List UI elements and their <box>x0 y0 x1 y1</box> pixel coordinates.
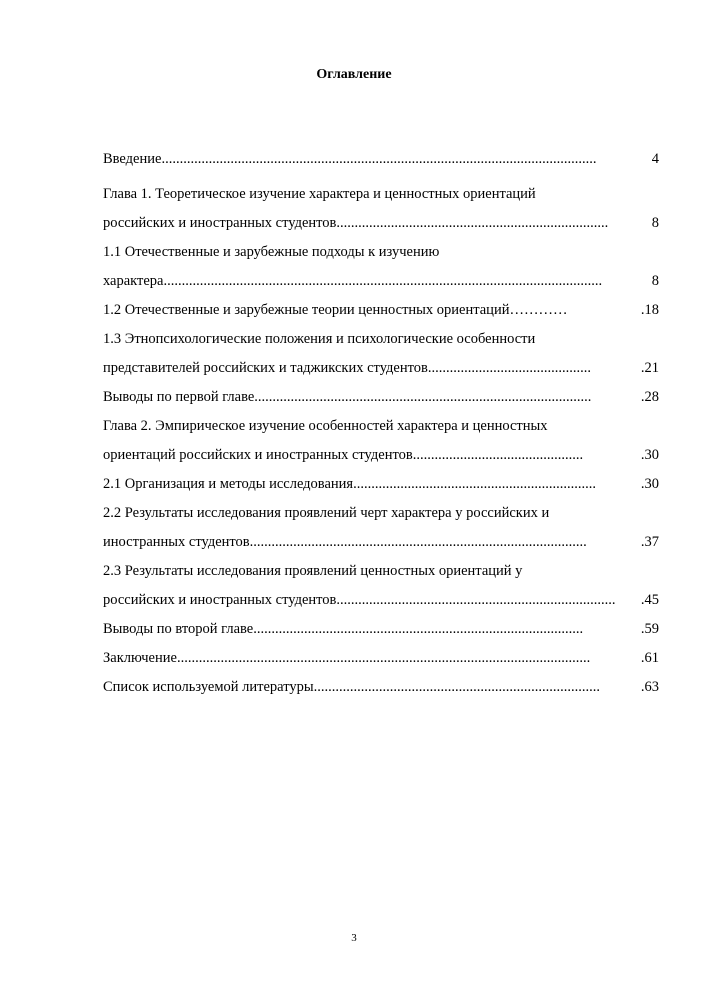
toc-entries <box>103 145 659 702</box>
toc-entry-page: .30 <box>640 476 659 492</box>
toc-entry-page: 8 <box>651 215 659 231</box>
toc-entry-leader-line <box>103 383 659 412</box>
toc-entry-text: ориентаций российских и иностранных студентов <box>103 447 413 463</box>
toc-entry-text: российских и иностранных студентов <box>103 592 337 608</box>
toc-entry-page: .21 <box>640 360 659 376</box>
toc-dot-leader: ........................................................................................... <box>253 621 584 637</box>
toc-entry-leader-line <box>103 586 659 615</box>
toc-dot-leader: ............................................. <box>427 360 591 376</box>
toc-entry[interactable] <box>103 325 659 383</box>
toc-entry-text: представителей российских и таджикских студентов <box>103 360 428 376</box>
toc-entry[interactable] <box>103 470 659 499</box>
toc-entry-text: Заключение <box>103 650 177 666</box>
toc-entry-line: Глава 1. Теоретическое изучение характера и ценностных ориентаций <box>103 186 536 202</box>
toc-entry-text: Выводы по второй главе <box>103 621 254 637</box>
toc-entry-page: .30 <box>640 447 659 463</box>
toc-dot-leader: ………… <box>509 302 568 318</box>
toc-entry-page: 4 <box>651 151 659 167</box>
toc-entry-leader-line <box>103 354 659 383</box>
toc-entry-line: 1.1 Отечественные и зарубежные подходы к изучению <box>103 244 440 260</box>
toc-entry-leader-line <box>103 644 659 673</box>
toc-entry-line: 2.3 Результаты исследования проявлений ценностных ориентаций у <box>103 563 523 579</box>
toc-title: Оглавление <box>316 67 392 82</box>
toc-entry[interactable] <box>103 673 659 702</box>
toc-entry-page: .37 <box>640 534 659 550</box>
toc-entry-page: .45 <box>640 592 659 608</box>
toc-entry-line: 1.3 Этнопсихологические положения и психологические особенности <box>103 331 536 347</box>
toc-entry[interactable] <box>103 145 659 174</box>
toc-dot-leader: ................................................................... <box>353 476 596 492</box>
toc-dot-leader: ........................................................................... <box>336 215 609 231</box>
toc-entry-leader-line <box>103 673 659 702</box>
page-number: 3 <box>351 932 357 944</box>
toc-entry-leader-line <box>103 441 659 470</box>
toc-entry-leader-line <box>103 267 659 296</box>
toc-entry-page: .18 <box>640 302 659 318</box>
toc-entry-page: .63 <box>640 679 659 695</box>
toc-entry[interactable] <box>103 180 659 238</box>
toc-dot-leader: ....................................................................................................................... <box>165 151 597 167</box>
toc-dot-leader: ............................................... <box>412 447 584 463</box>
toc-entry[interactable] <box>103 644 659 673</box>
toc-entry-line: Глава 2. Эмпирическое изучение особенностей характера и ценностных <box>103 418 548 434</box>
table-of-contents <box>103 145 659 702</box>
toc-entry-leader-line <box>103 470 659 499</box>
toc-entry-page: 8 <box>651 273 659 289</box>
toc-entry[interactable] <box>103 615 659 644</box>
toc-entry-text: 1.2 Отечественные и зарубежные теории ценностных ориентаций <box>103 302 510 318</box>
toc-entry-leader-line <box>103 615 659 644</box>
toc-entry-text: Список используемой литературы <box>103 679 314 695</box>
toc-entry[interactable] <box>103 238 659 296</box>
toc-entry-page: .61 <box>640 650 659 666</box>
toc-entry-leader-line <box>103 209 659 238</box>
toc-entry-text: российских и иностранных студентов <box>103 215 337 231</box>
toc-entry[interactable] <box>103 412 659 470</box>
toc-entry-leader-line <box>103 296 659 325</box>
toc-entry[interactable] <box>103 383 659 412</box>
toc-dot-leader: ......................................................................................................................... <box>163 273 603 289</box>
toc-entry-text: Выводы по первой главе <box>103 389 255 405</box>
toc-entry[interactable] <box>103 499 659 557</box>
toc-entry-page: .28 <box>640 389 659 405</box>
toc-entry[interactable] <box>103 296 659 325</box>
toc-entry[interactable] <box>103 557 659 615</box>
toc-entry-leader-line <box>103 145 659 174</box>
toc-dot-leader: ............................................................................. <box>336 592 616 608</box>
toc-entry-text: Введение. <box>103 151 166 167</box>
toc-dot-leader: ............................................................................................. <box>254 389 592 405</box>
toc-entry-text: 2.1 Организация и методы исследования <box>103 476 354 492</box>
toc-dot-leader: .................................................................................................................. <box>176 650 591 666</box>
toc-entry-page: .59 <box>640 621 659 637</box>
toc-entry-text: иностранных студентов <box>103 534 250 550</box>
toc-dot-leader: ............................................................................... <box>313 679 600 695</box>
toc-entry-text: характера <box>103 273 164 289</box>
toc-dot-leader: ............................................................................................. <box>249 534 587 550</box>
toc-entry-line: 2.2 Результаты исследования проявлений черт характера у российских и <box>103 505 550 521</box>
toc-entry-leader-line <box>103 528 659 557</box>
